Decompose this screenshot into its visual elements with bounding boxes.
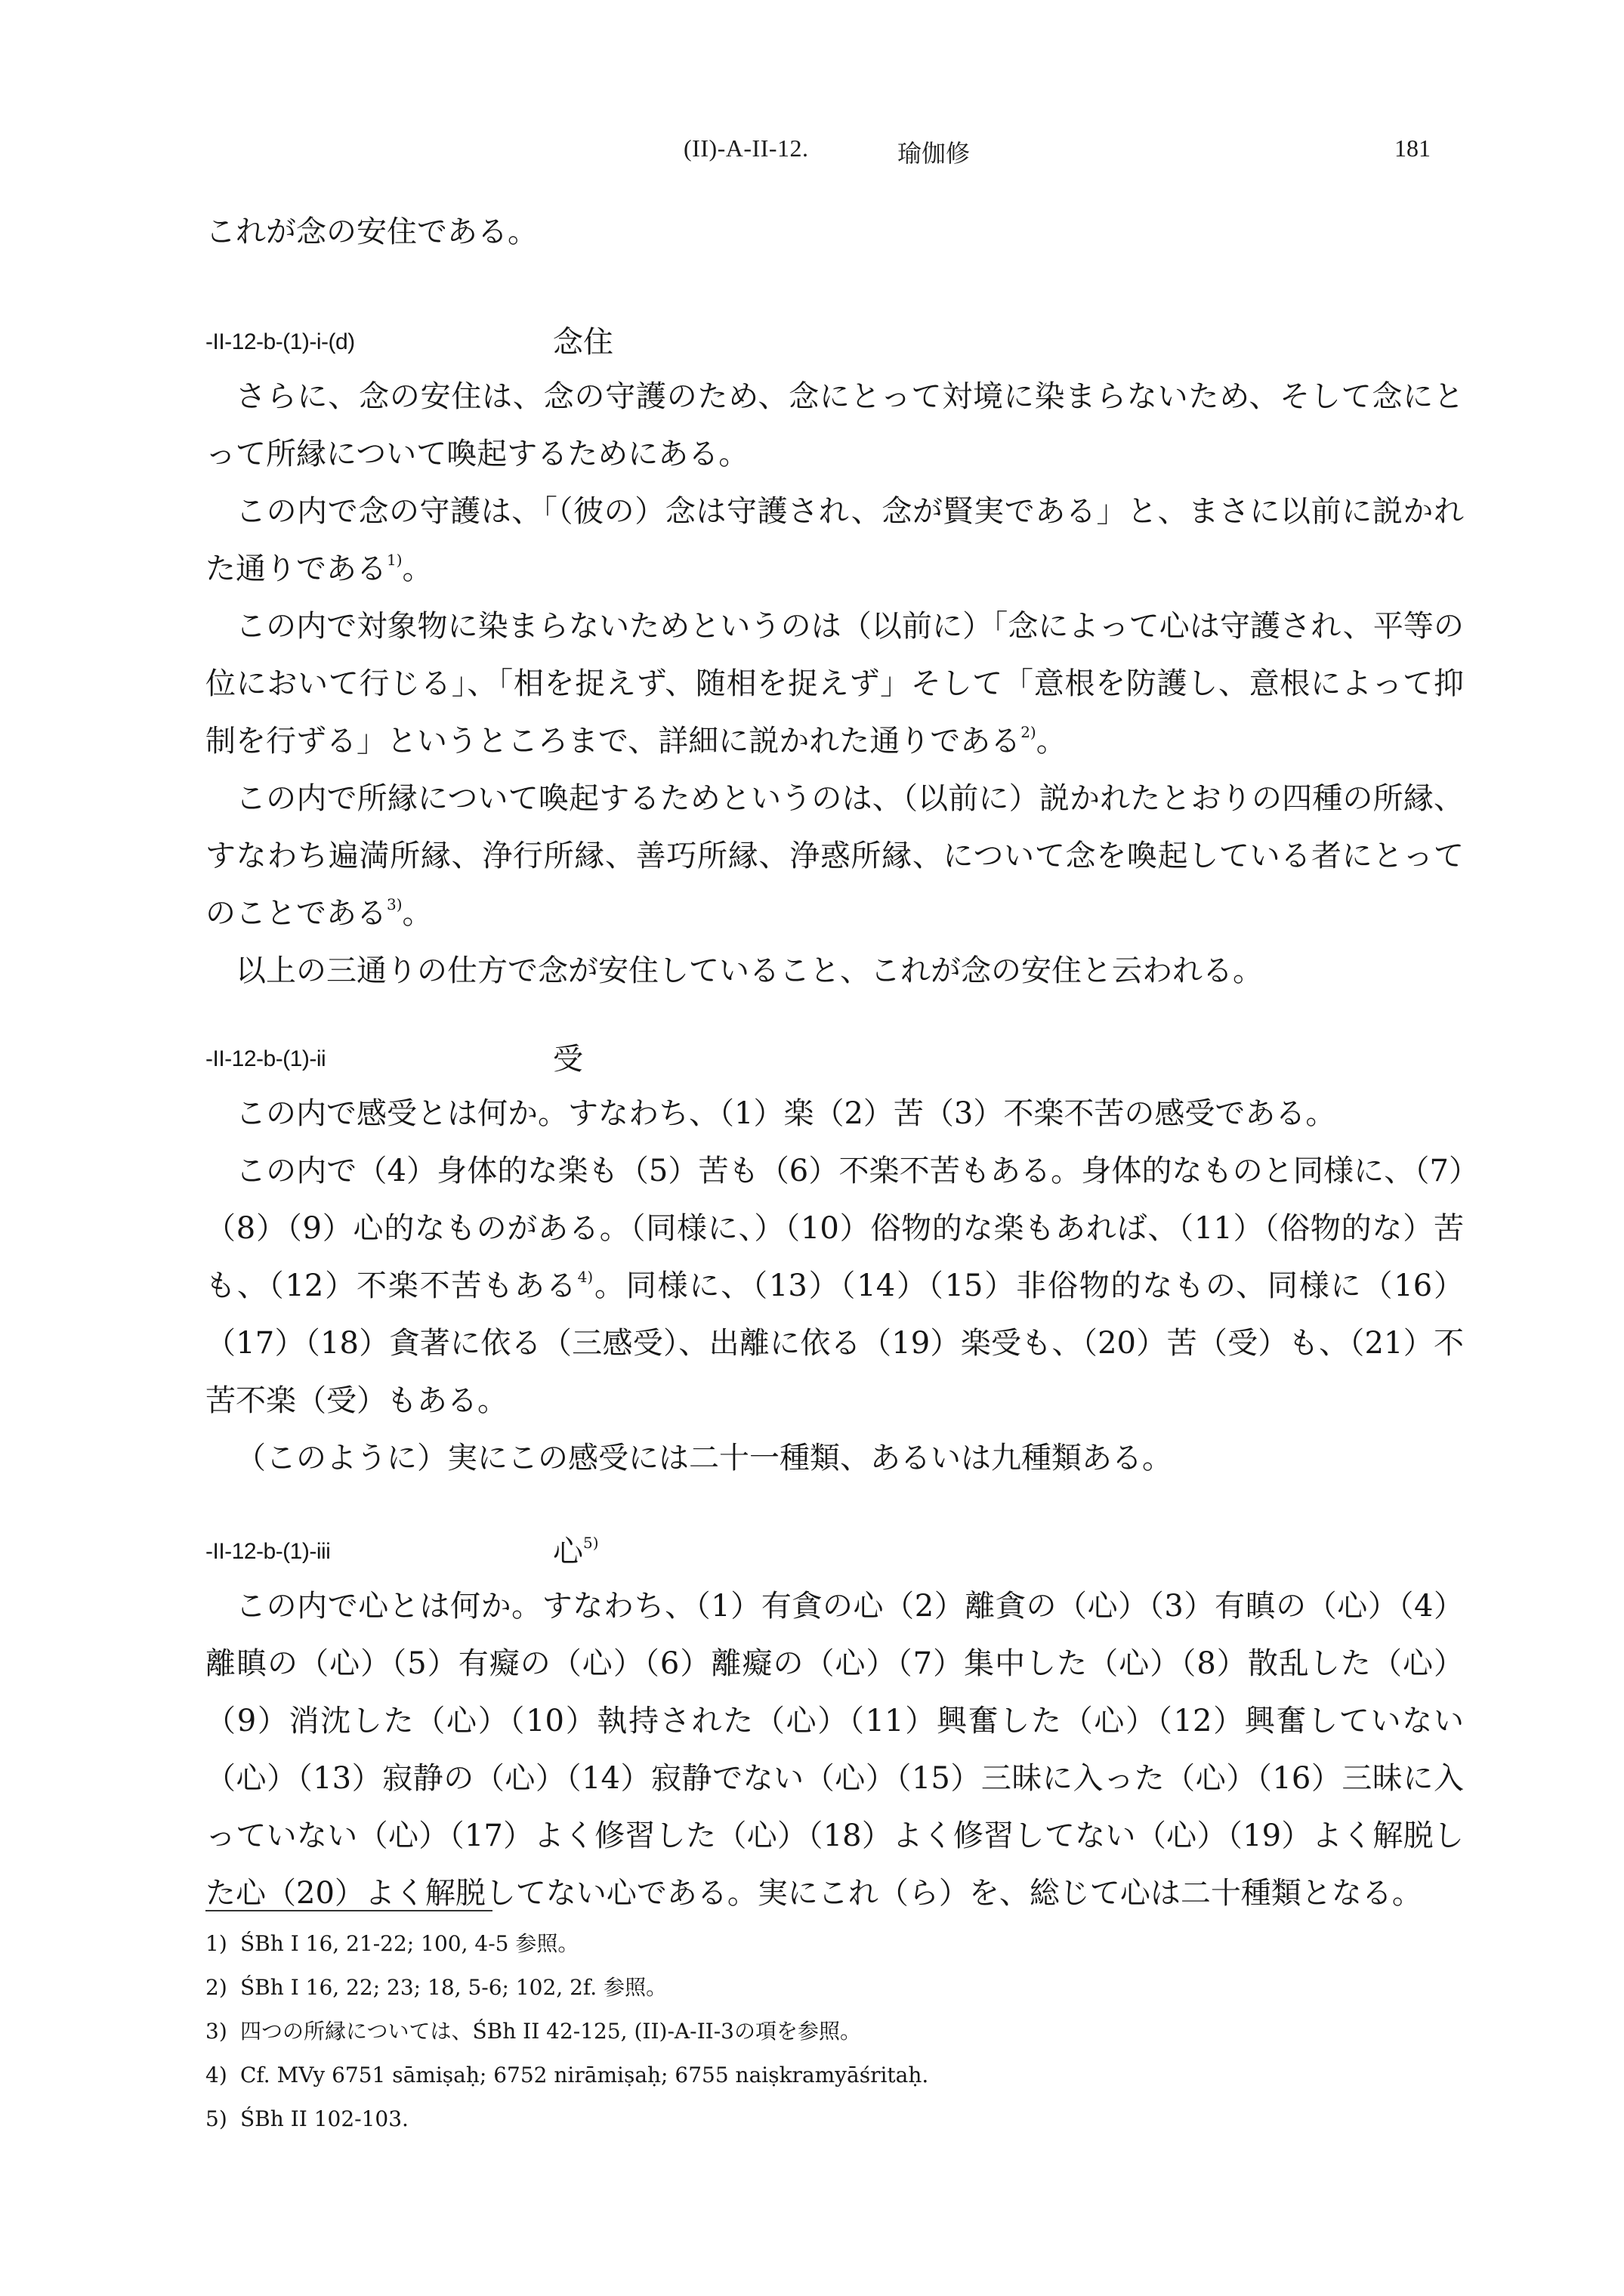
paragraph-text: この内で所縁について喚起するためというのは、（以前に）説かれたとおりの四種の所縁、すなわち遍満所縁、浄行所縁、善巧所縁、浄惑所縁、について念を喚起している者にとってのことである <box>205 781 1464 931</box>
footnote-number: 3) <box>205 2019 227 2044</box>
paragraph <box>205 770 1464 942</box>
footnote-text: ŚBh I 16, 21-22; 100, 4-5 参照。 <box>240 1931 579 1956</box>
paragraph-tail: 。 <box>1036 724 1067 759</box>
paragraph-tail: 。同様に、（13）（14）（15）非俗物的なもの、同様に（16）（17）（18）貪著に依る（三感受）、出離に依る（19）楽受も、（20）苦（受）も、（21）不苦不楽（受）もある。 <box>205 1269 1464 1418</box>
intro-paragraph: これが念の安住である。 <box>205 215 538 249</box>
footnote-text: 四つの所縁については、ŚBh II 42-125, (II)-A-II-3の項を参照。 <box>240 2019 861 2044</box>
footnote-number: 1) <box>205 1931 227 1956</box>
page-number: 181 <box>1394 134 1431 162</box>
footnote-ref: 2) <box>1020 723 1036 741</box>
paragraph-text: この内で心とは何か。すなわち、（1）有貪の心（2）離貪の（心）（3）有瞋の（心）（4）離瞋の（心）（5）有癡の（心）（6）離癡の（心）（7）集中した（心）（8）散乱した（心）（9）消沈した（心）（10）執持された（心）（11）興奮した（心）（12）興奮していない（心）（13）寂静の（心）（14）寂静でない（心）（15）三昧に入った（心）（16）三昧に入っていない（心）（17）よく修習した（心）（18）よく修習してない（心）（19）よく解脱した心（20）よく解脱してない心である。実にこれ（ら）を、総じて心は二十種類となる。 <box>205 1589 1464 1911</box>
paragraph <box>205 1578 1464 1922</box>
paragraph <box>205 1142 1464 1429</box>
footnote-ref: 1) <box>387 551 403 569</box>
section-code: -II-12-b-(1)-i-(d) <box>205 329 355 354</box>
paragraph-text: （このように）実にこの感受には二十一種類、あるいは九種類ある。 <box>236 1441 1172 1476</box>
footnote <box>205 1922 1464 1966</box>
footnote-text: ŚBh II 102-103. <box>240 2106 409 2131</box>
section-code: -II-12-b-(1)-ii <box>205 1046 326 1071</box>
section-title-text: 念住 <box>553 325 613 360</box>
paragraph-text: この内で対象物に染まらないためというのは（以前に）「念によって心は守護され、平等の位において行じる」、「相を捉えず、随相を捉えず」そして「意根を防護し、意根によって抑制を行ずる」というところまで、詳細に説かれた通りである <box>205 609 1464 759</box>
footnote-number: 2) <box>205 1975 227 2000</box>
paragraph-text: この内で（4）身体的な楽も（5）苦も（6）不楽不苦もある。身体的なものと同様に、（7）（8）（9）心的なものがある。（同様に、）（10）俗物的な楽もあれば、（11）（俗物的な）苦も、（12）不楽不苦もある <box>205 1154 1464 1303</box>
section-title <box>553 1037 583 1082</box>
paragraph-text: この内で感受とは何か。すなわち、（1）楽（2）苦（3）不楽不苦の感受である。 <box>236 1096 1336 1131</box>
section-title-text: 心 <box>553 1534 583 1569</box>
section-heading-i-d <box>205 320 1464 365</box>
footnote-number: 4) <box>205 2063 227 2087</box>
footnote-text: Cf. MVy 6751 sāmiṣaḥ; 6752 nirāmiṣaḥ; 6755 naiṣkramyāśritaḥ. <box>240 2063 929 2087</box>
running-head-section: (II)-A-II-12. <box>684 134 809 162</box>
section-code: -II-12-b-(1)-iii <box>205 1539 331 1564</box>
paragraph <box>205 942 1464 1000</box>
footnote <box>205 2097 1464 2141</box>
section-title <box>553 1529 599 1574</box>
paragraph-text: 以上の三通りの仕方で念が安住していること、これが念の安住と云われる。 <box>236 953 1263 988</box>
paragraph <box>205 368 1464 483</box>
section-title <box>553 320 613 365</box>
paragraph <box>205 598 1464 770</box>
paragraph-tail: 。 <box>402 552 433 586</box>
footnotes <box>205 1922 1464 2141</box>
footnote-rule <box>205 1910 492 1911</box>
footnote <box>205 2010 1464 2053</box>
paragraph-text: この内で念の守護は、「（彼の）念は守護され、念が賢実である」と、まさに以前に説かれた通りである <box>205 494 1464 586</box>
footnote <box>205 2053 1464 2097</box>
paragraph-text: さらに、念の安住は、念の守護のため、念にとって対境に染まらないため、そして念にとって所縁について喚起するためにある。 <box>205 379 1464 471</box>
paragraph <box>205 1429 1464 1487</box>
footnote-text: ŚBh I 16, 22; 23; 18, 5-6; 102, 2f. 参照。 <box>240 1975 668 2000</box>
footnote-ref: 5) <box>583 1534 599 1552</box>
running-head-title: 瑜伽修 <box>897 140 971 167</box>
section-heading-ii <box>205 1037 1464 1082</box>
section-heading-iii <box>205 1529 1464 1574</box>
footnote-number: 5) <box>205 2106 227 2131</box>
paragraph-tail: 。 <box>402 896 433 931</box>
paragraph <box>205 483 1464 598</box>
footnote-ref: 4) <box>577 1268 594 1286</box>
section-title-text: 受 <box>553 1042 583 1077</box>
footnote <box>205 1966 1464 2010</box>
footnote-ref: 3) <box>387 895 403 913</box>
paragraph <box>205 1085 1464 1142</box>
running-head <box>0 127 1624 172</box>
